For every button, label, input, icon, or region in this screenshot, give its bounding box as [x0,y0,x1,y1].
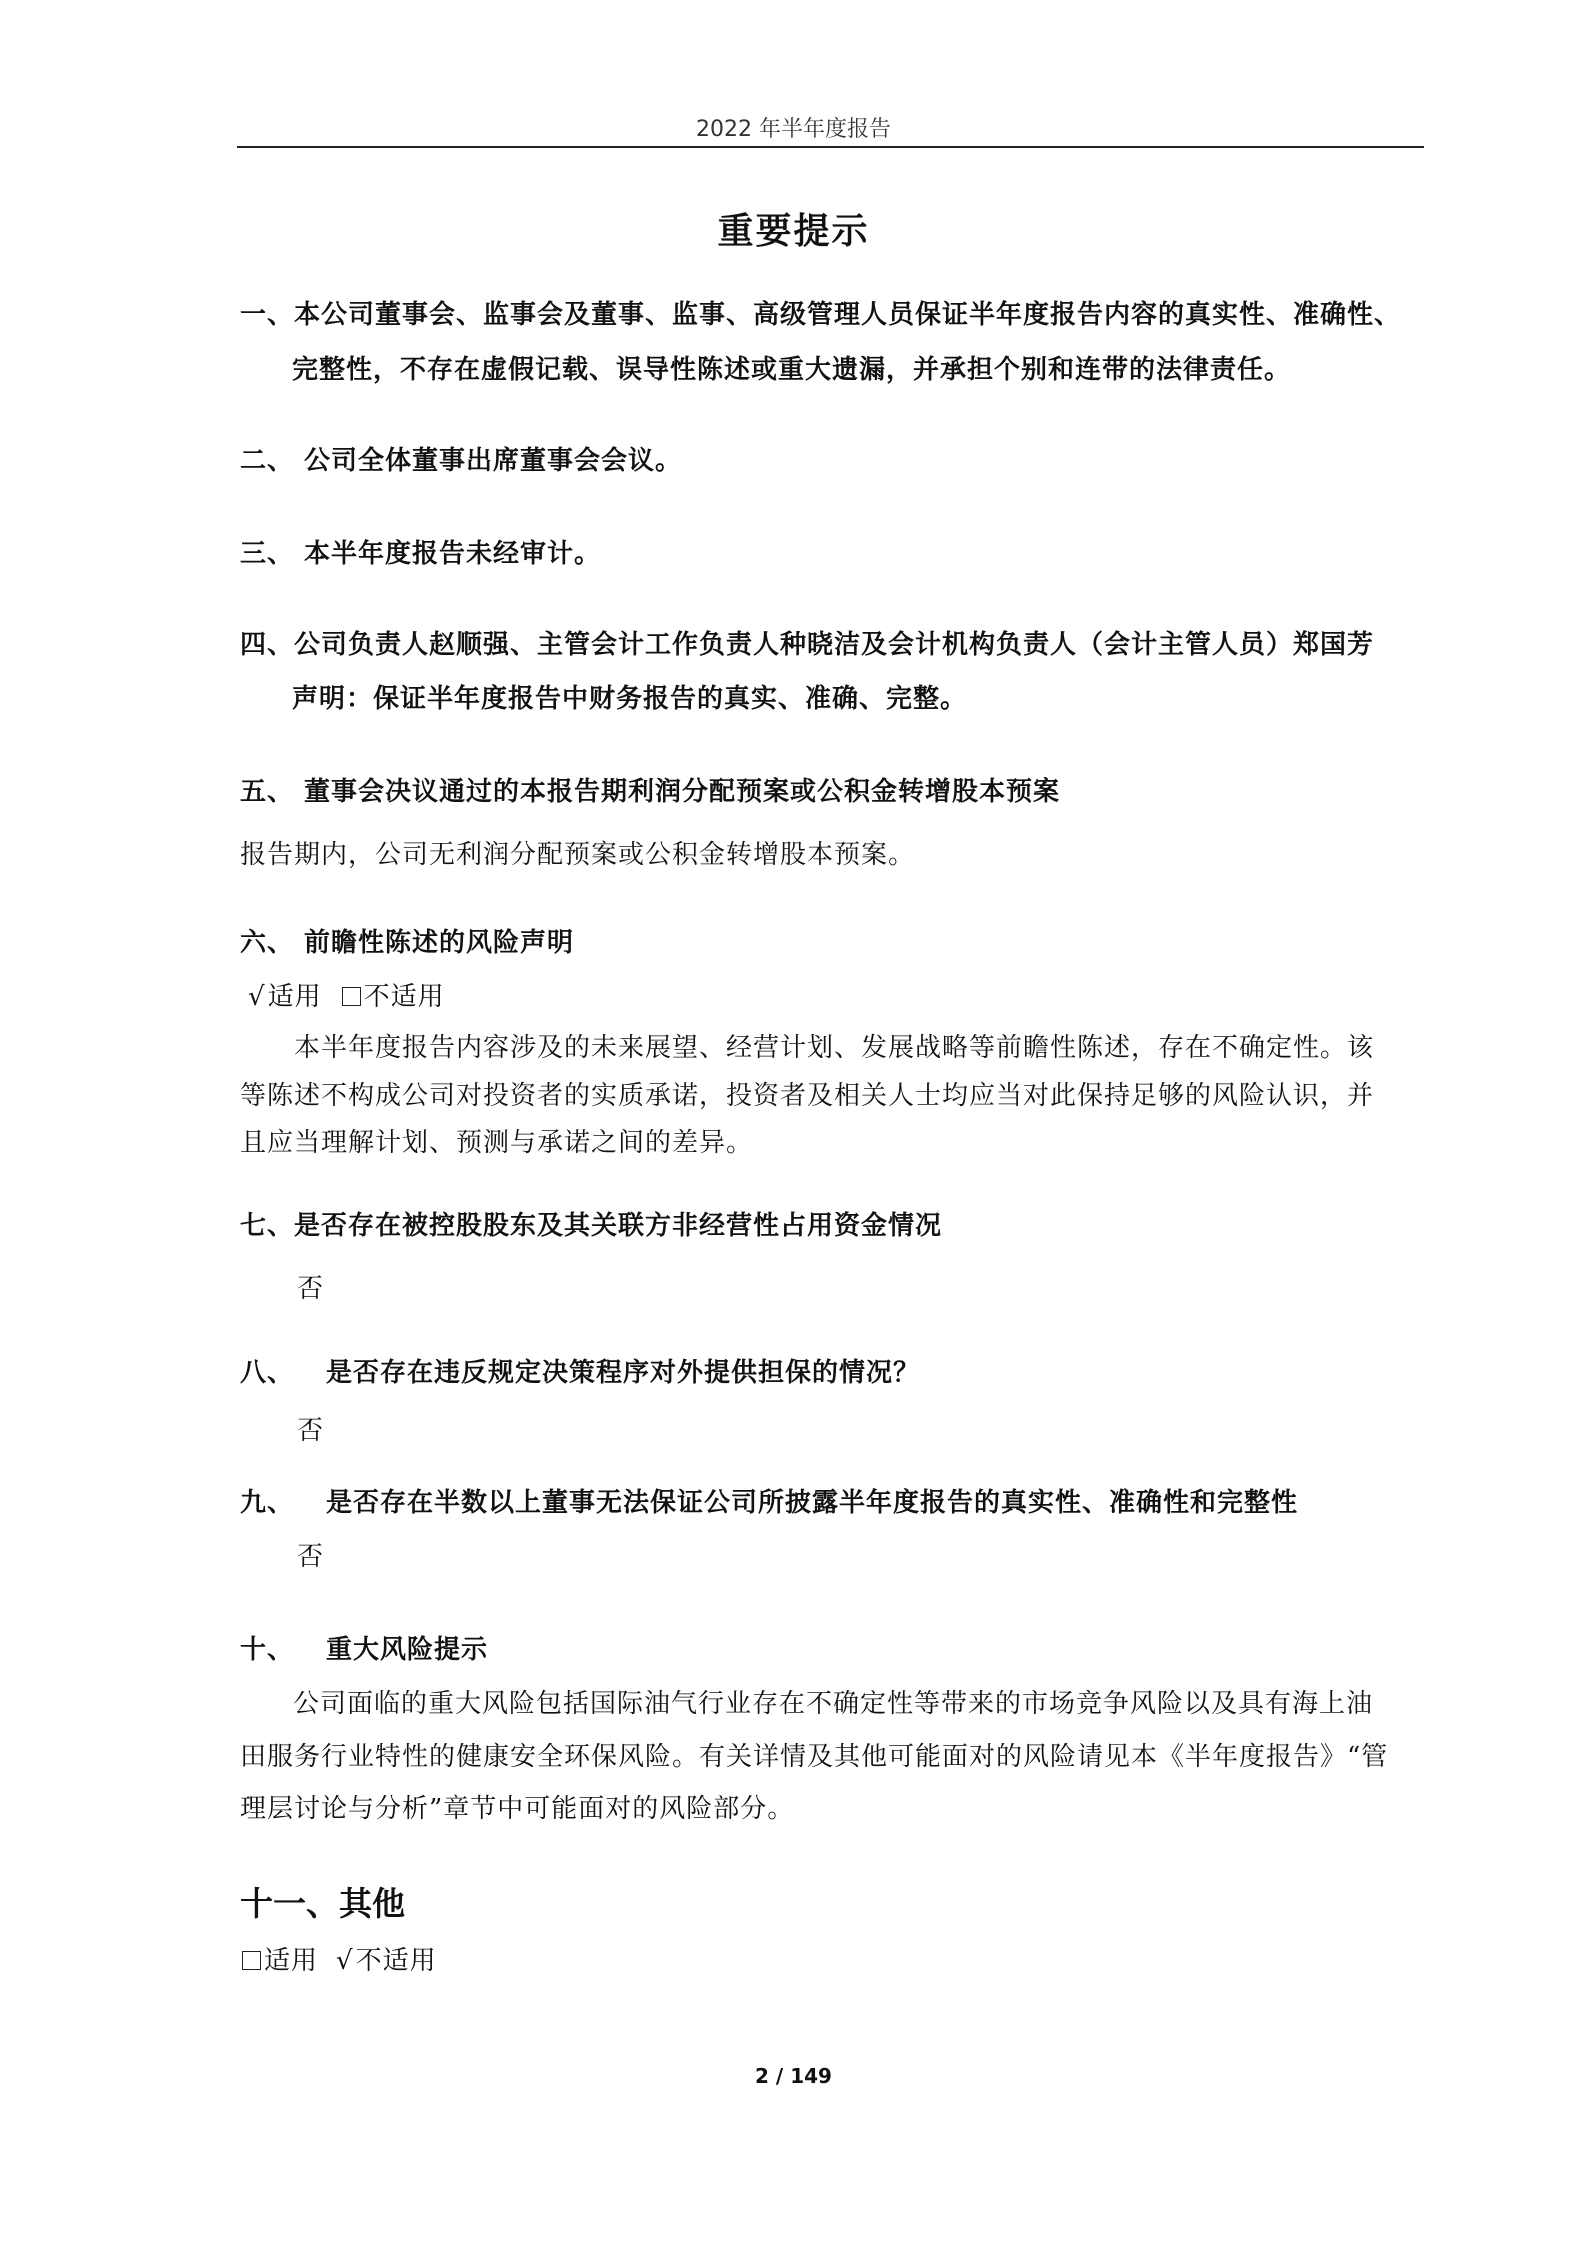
section-9-answer: 否 [297,1542,325,1572]
section-11-heading: 十一、其他 [240,1884,405,1923]
applicable-label: 适用 [264,1946,319,1976]
section-10-para-line-1: 公司面临的重大风险包括国际油气行业存在不确定性等带来的市场竞争风险以及具有海上油 [293,1689,1374,1719]
section-11-applicability [240,1940,437,1977]
empty-checkbox-icon [342,987,361,1006]
checkmark-icon: √ [336,1946,354,1976]
header-rule [237,146,1424,148]
section-4-line-2: 声明：保证半年度报告中财务报告的真实、准确、完整。 [292,684,968,714]
section-9-heading: 是否存在半数以上董事无法保证公司所披露半年度报告的真实性、准确性和完整性 [326,1488,1299,1518]
applicable-label: 适用 [267,982,322,1012]
section-6-applicability [248,976,445,1013]
section-8-answer: 否 [297,1416,325,1446]
empty-checkbox-icon [242,1951,261,1970]
section-7-heading: 七、是否存在被控股股东及其关联方非经营性占用资金情况 [240,1211,943,1241]
page-title: 重要提示 [717,211,870,252]
section-3-heading: 三、 本半年度报告未经审计。 [240,539,602,569]
section-5-body: 报告期内，公司无利润分配预案或公积金转增股本预案。 [240,840,916,870]
section-1-line-2: 完整性，不存在虚假记载、误导性陈述或重大遗漏，并承担个别和连带的法律责任。 [292,355,1292,385]
section-7-answer: 否 [297,1274,325,1304]
section-2-heading: 二、 公司全体董事出席董事会会议。 [240,446,683,476]
not-applicable-label: 不适用 [355,1946,437,1976]
section-10-para-line-2: 田服务行业特性的健康安全环保风险。有关详情及其他可能面对的风险请见本《半年度报告》“管 [240,1742,1389,1772]
section-10-number: 十、 [240,1635,295,1665]
checkmark-icon: √ [248,982,266,1012]
section-9-number: 九、 [240,1488,295,1518]
section-6-heading: 六、 前瞻性陈述的风险声明 [240,928,575,958]
not-applicable-label: 不适用 [363,982,445,1012]
section-5-heading: 五、 董事会决议通过的本报告期利润分配预案或公积金转增股本预案 [240,777,1061,807]
section-8-number: 八、 [240,1358,295,1388]
section-10-heading: 重大风险提示 [326,1635,489,1665]
running-header: 2022 年半年度报告 [696,117,891,142]
section-10-para-line-3: 理层讨论与分析”章节中可能面对的风险部分。 [240,1794,795,1824]
section-1-line-1: 一、本公司董事会、监事会及董事、监事、高级管理人员保证半年度报告内容的真实性、准确性、 [240,300,1402,330]
section-6-para-line-3: 且应当理解计划、预测与承诺之间的差异。 [240,1128,754,1158]
page-number: 2 / 149 [755,2064,832,2088]
section-4-line-1: 四、公司负责人赵顺强、主管会计工作负责人种晓洁及会计机构负责人（会计主管人员）郑国芳 [240,630,1375,660]
section-6-para-line-2: 等陈述不构成公司对投资者的实质承诺，投资者及相关人士均应当对此保持足够的风险认识，并 [240,1081,1375,1111]
section-6-para-line-1: 本半年度报告内容涉及的未来展望、经营计划、发展战略等前瞻性陈述，存在不确定性。该 [294,1033,1375,1063]
section-8-heading: 是否存在违反规定决策程序对外提供担保的情况？ [326,1358,921,1388]
